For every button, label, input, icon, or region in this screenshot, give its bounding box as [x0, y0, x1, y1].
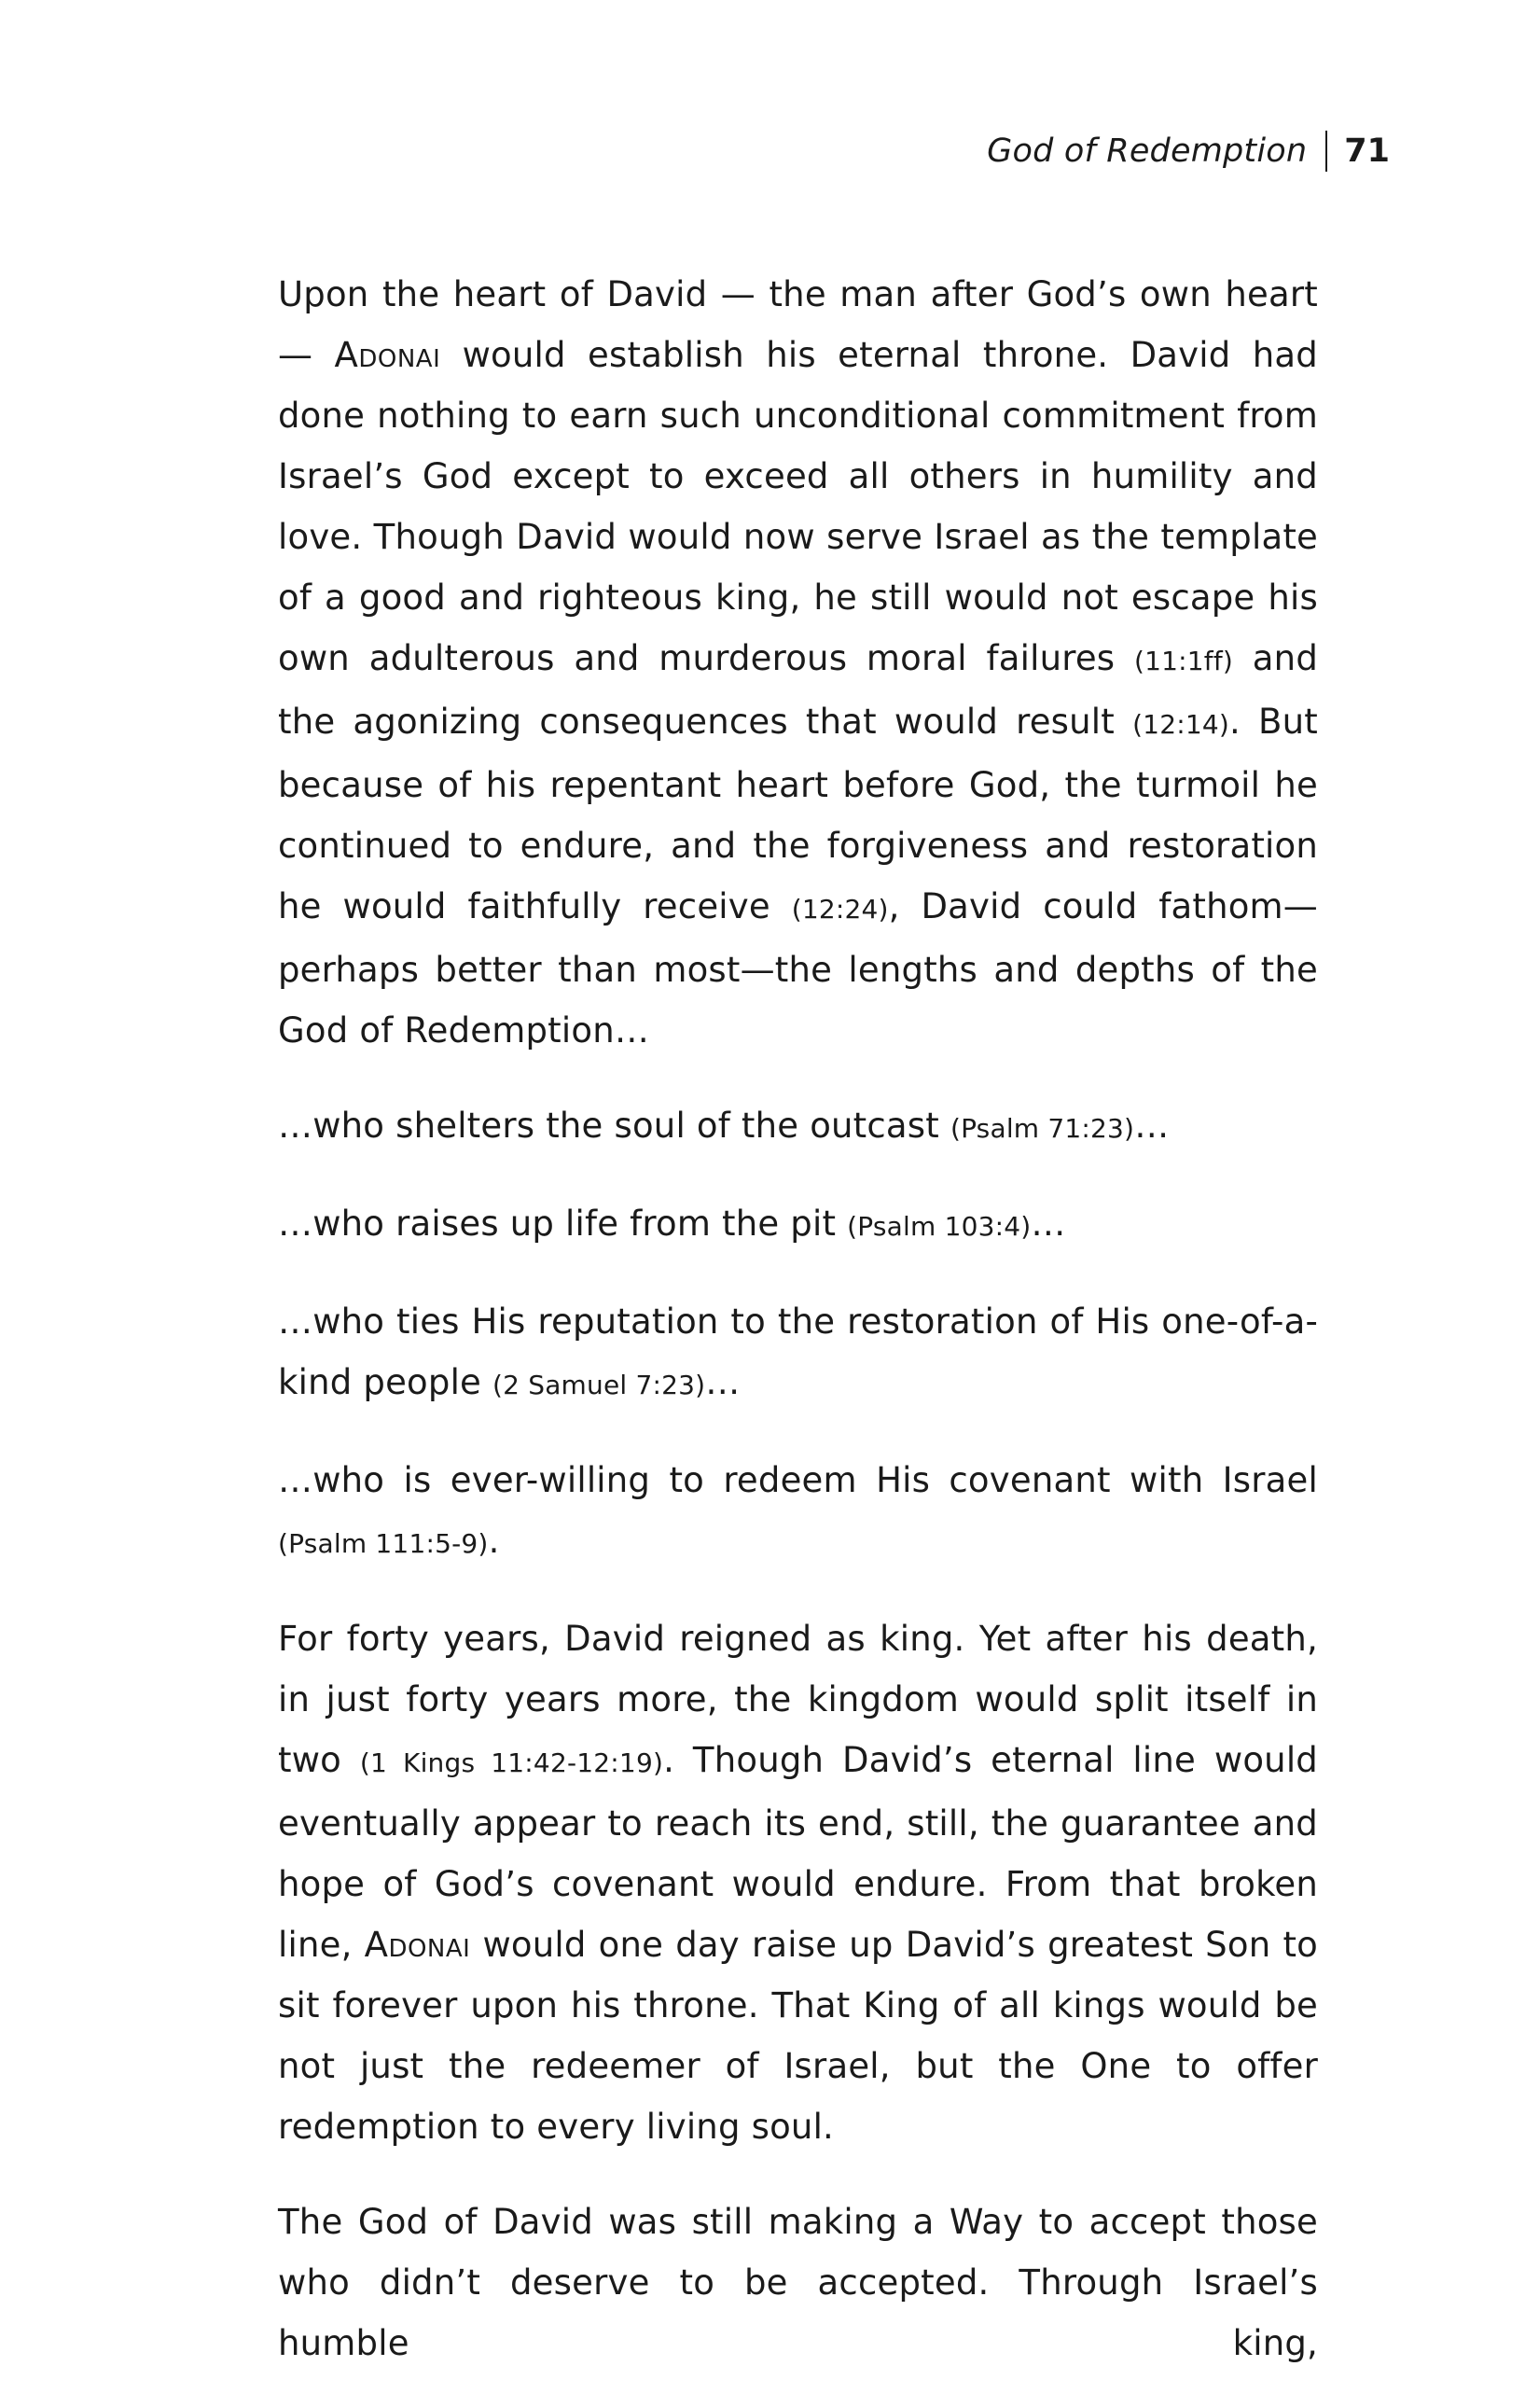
running-header — [987, 129, 1390, 174]
text-segment: …who shelters the soul of the outcast — [278, 1106, 950, 1146]
text-segment: For forty years, David reigned as king. Yet after his death, in just forty years more, the kingdom would split itself in two — [278, 1619, 1318, 1780]
text-segment: …who raises up life from the pit — [278, 1204, 848, 1244]
text-segment: . — [488, 1521, 500, 1561]
text-segment: Upon the heart of David — the man after God’s own heart — — [278, 274, 1318, 375]
scripture-reference: (12:24) — [791, 894, 889, 925]
paragraph-ties-reputation — [278, 1291, 1318, 1415]
scripture-reference: (1 Kings 11:42-12:19) — [359, 1747, 664, 1778]
text-segment: … — [1031, 1204, 1066, 1244]
running-title: God of Redemption — [987, 132, 1308, 170]
paragraph-god-of-david — [278, 2192, 1318, 2373]
scripture-reference: (Psalm 71:23) — [950, 1113, 1135, 1144]
text-segment: …who is ever-willing to redeem His covenant with Israel — [278, 1460, 1318, 1500]
paragraph-redeem-covenant — [278, 1450, 1318, 1574]
paragraph-forty-years — [278, 1608, 1318, 2157]
body-text — [278, 264, 1318, 2408]
paragraph-shelters-outcast — [278, 1095, 1318, 1159]
text-segment: … — [1134, 1106, 1170, 1146]
text-segment: … — [705, 1362, 741, 1402]
text-segment: , David could fathom—perhaps better than most—the lengths and depths of the God of Redemption… — [278, 886, 1318, 1051]
scripture-reference: (2 Samuel 7:23) — [492, 1370, 706, 1400]
text-segment: would one day raise up David’s greatest Son to sit forever upon his throne. That King of all kings would be not just the redeemer of Israel, but the One to offer redemption to every living soul. — [278, 1925, 1318, 2147]
paragraph-david-heart — [278, 264, 1318, 1061]
text-segment: . Though David’s eternal line would eventually appear to reach its end, still, the guarantee and hope of God’s covenant would endure. From that broken line, — [278, 1740, 1318, 1965]
scripture-reference: (12:14) — [1132, 709, 1230, 740]
text-segment: and the agonizing consequences that would result — [278, 638, 1318, 742]
scripture-reference: (11:1ff) — [1134, 646, 1234, 676]
scripture-reference: (Psalm 103:4) — [847, 1211, 1032, 1242]
text-segment: …who ties His reputation to the restoration of His one-of-a-kind people — [278, 1301, 1318, 1402]
page-number: 71 — [1344, 132, 1390, 170]
header-divider — [1325, 131, 1327, 172]
text-segment: would establish his eternal throne. David had done nothing to earn such unconditional commitment from Israel’s God except to exceed all others in humility and love. Though David would now serve Israel as the template of a good and righteous king, he still would not escape his own adulterous and murderous moral failures — [278, 335, 1318, 678]
paragraph-raises-life — [278, 1193, 1318, 1257]
divine-name: Adonai — [334, 335, 441, 375]
divine-name: Adonai — [364, 1925, 471, 1965]
text-segment: The God of David was still making a Way to accept those who didn’t deserve to be accepted. Through Israel’s humble king, — [278, 2202, 1318, 2363]
text-segment: . But because of his repentant heart before God, the turmoil he continued to endure, and the forgiveness and restoration he would faithfully receive — [278, 702, 1318, 926]
scripture-reference: (Psalm 111:5-9) — [278, 1528, 489, 1559]
